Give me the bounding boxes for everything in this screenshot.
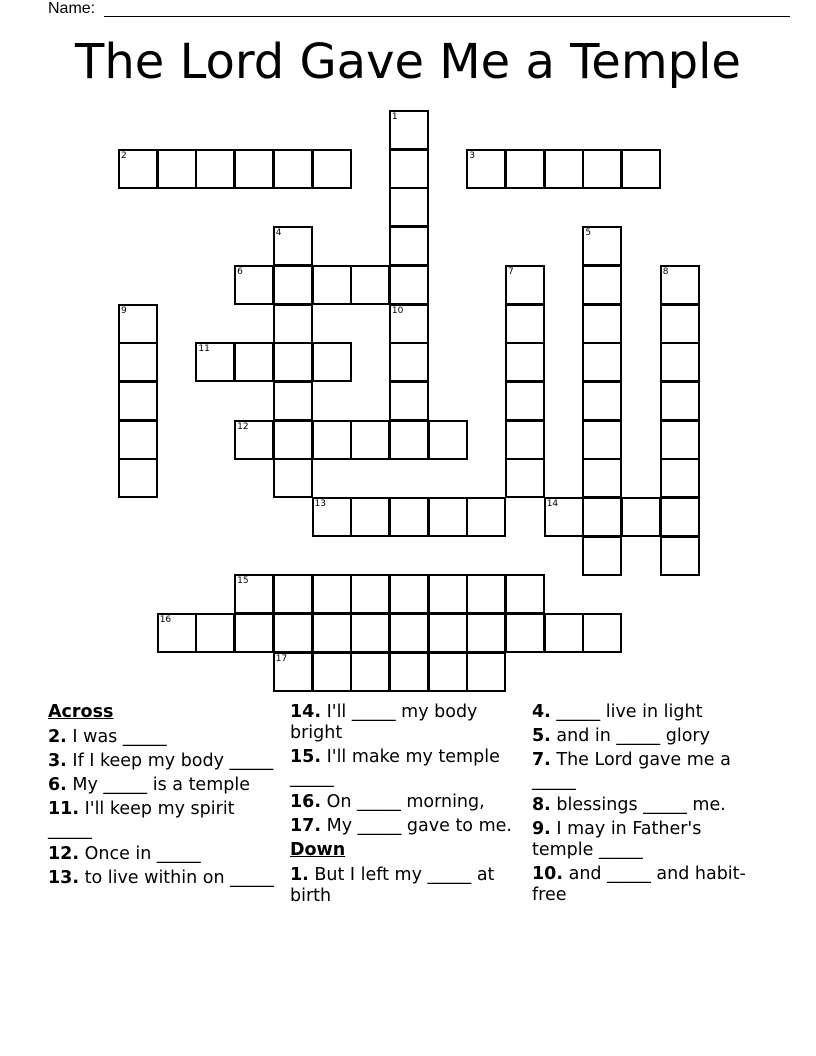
grid-cell[interactable]: [428, 613, 468, 653]
grid-cell[interactable]: [273, 574, 313, 614]
grid-cell[interactable]: [350, 420, 390, 460]
grid-cell[interactable]: [195, 342, 235, 382]
grid-cell[interactable]: [389, 149, 429, 189]
clues-column-3: [532, 702, 764, 909]
clue-down-10: 10. and _____ and habit-free: [532, 864, 746, 905]
clue-across-3: 3. If I keep my body _____: [48, 751, 274, 771]
grid-cell[interactable]: [660, 381, 700, 421]
clue-number-label: 12: [237, 421, 249, 432]
grid-cell[interactable]: [273, 342, 313, 382]
grid-cell[interactable]: [312, 265, 352, 305]
grid-cell[interactable]: [505, 381, 545, 421]
grid-cell[interactable]: [582, 613, 622, 653]
grid-cell[interactable]: [660, 342, 700, 382]
grid-cell[interactable]: [195, 149, 235, 189]
clue-number-label: 9: [121, 305, 127, 316]
clue-down-8: 8. blessings _____ me.: [532, 795, 726, 815]
grid-cell[interactable]: [234, 613, 274, 653]
grid-cell[interactable]: [118, 458, 158, 498]
grid-cell[interactable]: [389, 342, 429, 382]
grid-cell[interactable]: [273, 304, 313, 344]
grid-cell[interactable]: [118, 149, 158, 189]
clue-across-11: 11. I'll keep my spirit _____: [48, 799, 235, 840]
grid-cell[interactable]: [234, 342, 274, 382]
grid-cell[interactable]: [312, 420, 352, 460]
grid-cell[interactable]: [273, 613, 313, 653]
grid-cell[interactable]: [389, 497, 429, 537]
grid-cell[interactable]: [312, 342, 352, 382]
grid-cell[interactable]: [582, 458, 622, 498]
clue-number-label: 7: [508, 266, 514, 277]
grid-cell[interactable]: [273, 381, 313, 421]
clue-across-13: 13. to live within on _____: [48, 868, 274, 888]
grid-cell[interactable]: [505, 574, 545, 614]
clue-number-label: 14: [546, 499, 559, 509]
grid-cell[interactable]: [582, 536, 622, 576]
grid-cell[interactable]: [660, 265, 700, 305]
grid-cell[interactable]: [312, 149, 352, 189]
grid-cell[interactable]: [582, 226, 622, 266]
down-heading: Down: [290, 840, 346, 860]
grid-cell[interactable]: [505, 149, 545, 189]
grid-cell[interactable]: [389, 187, 429, 227]
grid-cell[interactable]: [582, 304, 622, 344]
grid-cell[interactable]: [312, 613, 352, 653]
puzzle-title: The Lord Gave Me a Temple: [75, 34, 741, 90]
grid-cell[interactable]: [118, 420, 158, 460]
grid-cell[interactable]: [118, 381, 158, 421]
grid-cell[interactable]: [389, 613, 429, 653]
grid-cell[interactable]: [505, 458, 545, 498]
clues-column-2: [290, 702, 522, 910]
grid-cell[interactable]: [234, 574, 274, 614]
grid-cell[interactable]: [312, 574, 352, 614]
grid-cell[interactable]: [466, 149, 506, 189]
clues-column-1: [48, 702, 280, 892]
grid-cell[interactable]: [544, 613, 584, 653]
across-heading: Across: [48, 702, 114, 722]
grid-cell[interactable]: [660, 420, 700, 460]
grid-cell[interactable]: [234, 420, 274, 460]
clue-number-label: 15: [237, 576, 249, 587]
grid-cell[interactable]: [505, 265, 545, 305]
clue-across-6: 6. My _____ is a temple: [48, 775, 250, 795]
clue-down-1: 1. But I left my _____ at birth: [290, 865, 495, 906]
clue-across-2: 2. I was _____: [48, 727, 167, 747]
grid-cell[interactable]: [350, 497, 390, 537]
grid-cell[interactable]: [312, 497, 352, 537]
grid-cell[interactable]: [389, 652, 429, 692]
grid-cell[interactable]: [389, 110, 429, 150]
grid-cell[interactable]: [428, 420, 468, 460]
grid-cell[interactable]: [505, 342, 545, 382]
clue-number-label: 3: [469, 150, 476, 161]
name-label: Name:: [48, 0, 96, 17]
grid-cell[interactable]: [428, 497, 468, 537]
grid-cell[interactable]: [582, 381, 622, 421]
grid-cell[interactable]: [350, 265, 390, 305]
grid-cell[interactable]: [389, 226, 429, 266]
grid-cell[interactable]: [118, 304, 158, 344]
clue-across-14: 14. I'll _____ my body bright: [290, 702, 478, 743]
clue-across-15: 15. I'll make my temple _____: [290, 747, 500, 788]
grid-cell[interactable]: [157, 149, 197, 189]
grid-cell[interactable]: [466, 652, 506, 692]
grid-cell[interactable]: [273, 652, 313, 692]
grid-cell[interactable]: [466, 497, 506, 537]
grid-cell[interactable]: [273, 265, 313, 305]
clue-number-label: 10: [391, 305, 404, 316]
grid-cell[interactable]: [621, 149, 661, 189]
clue-down-5: 5. and in _____ glory: [532, 726, 710, 746]
clue-across-12: 12. Once in _____: [48, 844, 201, 864]
grid-cell[interactable]: [544, 497, 584, 537]
grid-cell[interactable]: [505, 420, 545, 460]
grid-cell[interactable]: [660, 497, 700, 537]
clue-number-label: 2: [121, 150, 127, 161]
grid-cell[interactable]: [466, 613, 506, 653]
clue-number-label: 6: [237, 266, 243, 277]
clue-number-label: 11: [198, 344, 210, 355]
grid-cell[interactable]: [389, 574, 429, 614]
grid-cell[interactable]: [234, 149, 274, 189]
grid-cell[interactable]: [312, 652, 352, 692]
grid-cell[interactable]: [389, 420, 429, 460]
grid-cell[interactable]: [428, 574, 468, 614]
clue-number-label: 17: [275, 653, 288, 664]
grid-cell[interactable]: [389, 304, 429, 344]
grid-cell[interactable]: [350, 613, 390, 653]
grid-cell[interactable]: [505, 613, 545, 653]
grid-cell[interactable]: [389, 381, 429, 421]
grid-cell[interactable]: [195, 613, 235, 653]
grid-cell[interactable]: [273, 420, 313, 460]
grid-cell[interactable]: [234, 265, 274, 305]
grid-cell[interactable]: [350, 652, 390, 692]
grid-cell[interactable]: [660, 536, 700, 576]
grid-cell[interactable]: [273, 226, 313, 266]
clue-across-17: 17. My _____ gave to me.: [290, 816, 512, 836]
grid-cell[interactable]: [582, 497, 622, 537]
grid-cell[interactable]: [621, 497, 661, 537]
clue-number-label: 13: [314, 499, 326, 509]
clue-number-label: 4: [275, 228, 282, 239]
grid-cell[interactable]: [544, 149, 584, 189]
clue-number-label: 8: [662, 266, 669, 277]
clue-number-label: 1: [391, 112, 398, 122]
clue-down-9: 9. I may in Father's temple _____: [532, 819, 702, 860]
grid-cell[interactable]: [157, 613, 197, 653]
grid-cell[interactable]: [582, 149, 622, 189]
grid-cell[interactable]: [350, 574, 390, 614]
grid-cell[interactable]: [505, 304, 545, 344]
grid-cell[interactable]: [273, 149, 313, 189]
grid-cell[interactable]: [582, 265, 622, 305]
grid-cell[interactable]: [660, 458, 700, 498]
clue-down-4: 4. _____ live in light: [532, 702, 703, 722]
clue-number-label: 16: [159, 615, 172, 626]
grid-cell[interactable]: [582, 342, 622, 382]
clue-number-label: 5: [585, 228, 592, 239]
grid-cell[interactable]: [660, 304, 700, 344]
grid-cell[interactable]: [118, 342, 158, 382]
grid-cell[interactable]: [466, 574, 506, 614]
clue-across-16: 16. On _____ morning,: [290, 792, 485, 812]
grid-cell[interactable]: [389, 265, 429, 305]
grid-cell[interactable]: [428, 652, 468, 692]
clue-down-7: 7. The Lord gave me a _____: [532, 750, 731, 791]
grid-cell[interactable]: [273, 458, 313, 498]
grid-cell[interactable]: [582, 420, 622, 460]
